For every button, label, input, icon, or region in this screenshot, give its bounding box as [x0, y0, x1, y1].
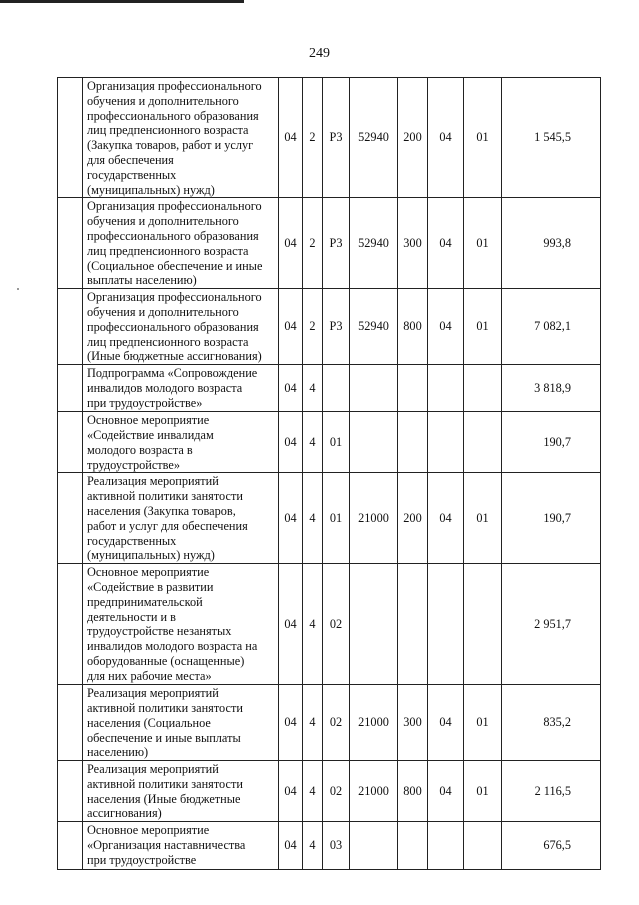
row-name: Организация профессионального обучения и дополнительного профессионального образования лиц предпенсионного возраста (Социальное обеспечение и иные выплаты населению) — [83, 198, 279, 289]
code-cell: 4 — [303, 564, 323, 685]
table-row — [58, 289, 601, 365]
code-cell: 300 — [398, 198, 428, 289]
code-cell: 4 — [303, 473, 323, 564]
code-cell: 03 — [323, 822, 350, 870]
code-cell: 4 — [303, 685, 323, 761]
code-cell: 04 — [279, 289, 303, 365]
row-name: Подпрограмма «Сопровождение инвалидов молодого возраста при трудоустройстве» — [83, 365, 279, 412]
code-cell: 04 — [279, 761, 303, 822]
code-cell — [464, 564, 502, 685]
code-cell: 4 — [303, 761, 323, 822]
code-cell: 2 — [303, 198, 323, 289]
amount-cell: 7 082,1 — [502, 289, 601, 365]
amount-cell: 190,7 — [502, 473, 601, 564]
code-cell: 04 — [279, 564, 303, 685]
amount-cell: 2 116,5 — [502, 761, 601, 822]
code-cell: 01 — [464, 289, 502, 365]
amount-cell: 190,7 — [502, 412, 601, 473]
code-cell: Р3 — [323, 78, 350, 198]
code-cell: 04 — [279, 78, 303, 198]
code-cell: 200 — [398, 78, 428, 198]
code-cell: 21000 — [350, 685, 398, 761]
top-rule — [0, 0, 244, 3]
amount-cell: 835,2 — [502, 685, 601, 761]
row-name: Основное мероприятие «Организация наставничества при трудоустройстве — [83, 822, 279, 870]
code-cell: 04 — [428, 289, 464, 365]
code-cell — [350, 412, 398, 473]
row-name: Реализация мероприятий активной политики занятости населения (Социальное обеспечение и иные выплаты населению) — [83, 685, 279, 761]
code-cell — [464, 412, 502, 473]
code-cell — [350, 365, 398, 412]
code-cell: 02 — [323, 685, 350, 761]
code-cell — [428, 412, 464, 473]
code-cell: 04 — [428, 761, 464, 822]
code-cell: 4 — [303, 365, 323, 412]
row-margin-cell — [58, 685, 83, 761]
code-cell: 04 — [428, 473, 464, 564]
row-margin-cell — [58, 761, 83, 822]
table-row — [58, 198, 601, 289]
code-cell: 01 — [464, 685, 502, 761]
code-cell: 200 — [398, 473, 428, 564]
code-cell: 02 — [323, 564, 350, 685]
code-cell: 04 — [428, 198, 464, 289]
code-cell — [428, 564, 464, 685]
code-cell: 04 — [428, 685, 464, 761]
code-cell: 01 — [323, 412, 350, 473]
code-cell: 04 — [279, 822, 303, 870]
table-row — [58, 473, 601, 564]
row-name: Основное мероприятие «Содействие в развитии предпринимательской деятельности и в трудоустройстве незанятых инвалидов молодого возраста на оборудованные (оснащенные) для них рабочие места» — [83, 564, 279, 685]
code-cell: 04 — [279, 198, 303, 289]
row-margin-cell — [58, 78, 83, 198]
row-name: Основное мероприятие «Содействие инвалидам молодого возраста в трудоустройстве» — [83, 412, 279, 473]
row-name: Организация профессионального обучения и дополнительного профессионального образования лиц предпенсионного возраста (Иные бюджетные ассигнования) — [83, 289, 279, 365]
amount-cell: 993,8 — [502, 198, 601, 289]
row-margin-cell — [58, 412, 83, 473]
row-margin-cell — [58, 473, 83, 564]
table-row — [58, 685, 601, 761]
row-name: Реализация мероприятий активной политики занятости населения (Закупка товаров, работ и услуг для обеспечения государственных (муниципальных) нужд) — [83, 473, 279, 564]
code-cell — [398, 365, 428, 412]
code-cell: 01 — [323, 473, 350, 564]
code-cell: 2 — [303, 78, 323, 198]
page-number: 249 — [309, 46, 330, 61]
code-cell: 01 — [464, 198, 502, 289]
code-cell: 21000 — [350, 473, 398, 564]
code-cell — [428, 822, 464, 870]
code-cell: 800 — [398, 761, 428, 822]
row-name: Организация профессионального обучения и дополнительного профессионального образования лиц предпенсионного возраста (Закупка товаров, работ и услуг для обеспечения государственных (муниципальных) нужд) — [83, 78, 279, 198]
table-row — [58, 78, 601, 198]
row-margin-cell — [58, 822, 83, 870]
code-cell — [428, 365, 464, 412]
table-row — [58, 564, 601, 685]
amount-cell: 1 545,5 — [502, 78, 601, 198]
code-cell: 01 — [464, 761, 502, 822]
amount-cell: 676,5 — [502, 822, 601, 870]
code-cell — [350, 822, 398, 870]
code-cell: 4 — [303, 822, 323, 870]
code-cell: 800 — [398, 289, 428, 365]
amount-cell: 3 818,9 — [502, 365, 601, 412]
row-margin-cell — [58, 289, 83, 365]
code-cell: 21000 — [350, 761, 398, 822]
scan-artifact — [17, 288, 19, 290]
code-cell: 04 — [279, 365, 303, 412]
code-cell: 52940 — [350, 78, 398, 198]
code-cell — [323, 365, 350, 412]
code-cell: 04 — [279, 473, 303, 564]
code-cell: 52940 — [350, 289, 398, 365]
code-cell: 04 — [279, 412, 303, 473]
code-cell: 04 — [279, 685, 303, 761]
code-cell — [464, 822, 502, 870]
code-cell: 01 — [464, 78, 502, 198]
amount-cell: 2 951,7 — [502, 564, 601, 685]
code-cell: 04 — [428, 78, 464, 198]
code-cell: 02 — [323, 761, 350, 822]
code-cell — [398, 822, 428, 870]
code-cell — [398, 412, 428, 473]
code-cell: 300 — [398, 685, 428, 761]
table-row — [58, 412, 601, 473]
code-cell — [350, 564, 398, 685]
table-row — [58, 761, 601, 822]
code-cell: 52940 — [350, 198, 398, 289]
row-margin-cell — [58, 564, 83, 685]
row-margin-cell — [58, 365, 83, 412]
code-cell: 4 — [303, 412, 323, 473]
code-cell — [464, 365, 502, 412]
code-cell: Р3 — [323, 198, 350, 289]
row-margin-cell — [58, 198, 83, 289]
table-row — [58, 365, 601, 412]
budget-table — [57, 77, 601, 870]
code-cell — [398, 564, 428, 685]
table-row — [58, 822, 601, 870]
row-name: Реализация мероприятий активной политики занятости населения (Иные бюджетные ассигнования) — [83, 761, 279, 822]
code-cell: 2 — [303, 289, 323, 365]
code-cell: 01 — [464, 473, 502, 564]
code-cell: Р3 — [323, 289, 350, 365]
